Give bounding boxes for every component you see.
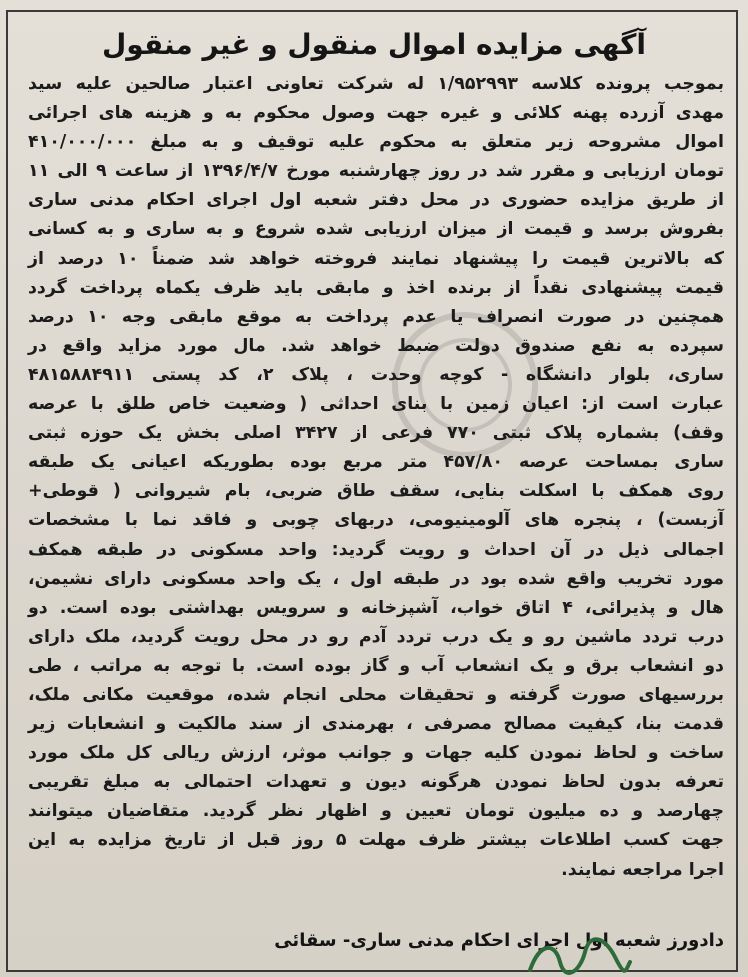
body-line: قدمت بنا، کیفیت مصالح مصرفی ، بهرمندی از سند مالکیت و انشعابات زیر	[28, 714, 724, 735]
body-line: ساری بمساحت عرصه ۴۵۷/۸۰ متر مربع بوده بطوریکه اعیانی یک طبقه	[28, 452, 725, 473]
body-line: اجمالی ذیل در آن احداث و رویت گردید: واحد مسکونی در طبقه همکف	[28, 539, 724, 560]
body-line: درب تردد ماشین رو و یک درب تردد آدم رو در محل رویت گردید، ملک دارای	[28, 626, 724, 647]
body-line: از طریق مزایده حضوری در محل دفتر شعبه اول اجرای احکام مدنی ساری	[28, 190, 724, 211]
body-line: بفروش برسد و قیمت از میزان ارزیابی شده شروع و به ساری و به کسانی	[28, 219, 724, 240]
body-line: روی همکف با اسکلت بنایی، سقف طاق ضربی، بام شیروانی ( قوطی+	[28, 481, 724, 502]
body-line: قیمت پیشنهادی نقداً از برنده اخذ و مابقی باید ظرف یکماه پرداخت گردد	[28, 277, 724, 298]
body-line: مورد تخریب واقع شده بود در طبقه اول ، یک واحد مسکونی دارای نشیمن،	[28, 568, 724, 589]
body-line: بموجب پرونده کلاسه ۱/۹۵۲۹۹۳ له شرکت تعاونی اعتبار صالحین علیه سید	[28, 74, 724, 94]
body-line: عبارت است از: اعیان زمین با بنای احداثی ( وضعیت خاص طلق با عرصه	[28, 394, 724, 415]
body-line: هال و پذیرائی، ۴ اتاق خواب، آشپزخانه و سرویس بهداشتی بوده است. دو	[28, 597, 724, 618]
body-line: آزبست) ، پنجره های آلومینیومی، دربهای چوبی و فاقد نما با مشخصات	[28, 510, 724, 531]
body-line: اموال مشروحه زیر متعلق به محکوم علیه توقیف و به مبلغ ۴۱۰/۰۰۰/۰۰۰	[28, 132, 724, 153]
body-line: بررسیهای صورت گرفته و تحقیقات محلی انجام شده، موقعیت مکانی ملک،	[28, 684, 724, 705]
body-line: که بالاترین قیمت را پیشنهاد نمایند فروخته خواهد شد ضمناً ۱۰ درصد از	[28, 248, 724, 269]
notice-body	[28, 70, 724, 885]
body-line: تعرفه بدون لحاظ نمودن هرگونه دیون و تعهدات احتمالی به مبلغ تقریبی	[28, 772, 724, 793]
body-line: تومان ارزیابی و مقرر شد در روز چهارشنبه مورخ ۱۳۹۶/۴/۷ از ساعت ۹ الی ۱۱	[28, 161, 724, 182]
body-line: جهت کسب اطلاعات بیشتر ظرف مهلت ۵ روز قبل از تاریخ مزایده به این	[28, 830, 724, 851]
handwritten-mark	[525, 932, 635, 977]
body-line: اجرا مراجعه نمایند.	[561, 859, 724, 880]
body-line: همچنین در صورت انصراف یا عدم پرداخت به موقع مابقی وجه ۱۰ درصد	[28, 306, 725, 327]
body-line: ساخت و لحاظ نمودن کلیه جهات و جوانب موثر، ارزش ریالی کل ملک مورد	[28, 743, 724, 764]
body-line: مهدی آزرده پهنه کلائی و غیره جهت وصول محکوم به و هزینه های اجرائی	[28, 103, 724, 124]
notice-signature: دادورز شعبه اول اجرای احکام مدنی ساری- سقائی	[274, 930, 724, 951]
body-line: ساری، بلوار دانشگاه - کوچه وحدت ، پلاک ۲، کد پستی ۴۸۱۵۸۸۴۹۱۱	[28, 364, 724, 385]
body-line: چهارصد و ده میلیون تومان تعیین و اظهار نظر گردید. متقاضیان میتوانند	[28, 801, 724, 822]
body-line: سپرده به نفع صندوق دولت ضبط خواهد شد. مال مورد مزاید واقع در	[28, 335, 724, 356]
body-line: وقف) بشماره پلاک ثبتی ۷۷۰ فرعی از ۳۴۲۷ اصلی بخش یک حوزه ثبتی	[28, 423, 724, 444]
notice-title: آگهی مزایده اموال منقول و غیر منقول	[101, 28, 647, 61]
body-line: دو انشعاب برق و یک انشعاب آب و گاز بوده است. با توجه به مراتب ، طی	[28, 655, 724, 676]
